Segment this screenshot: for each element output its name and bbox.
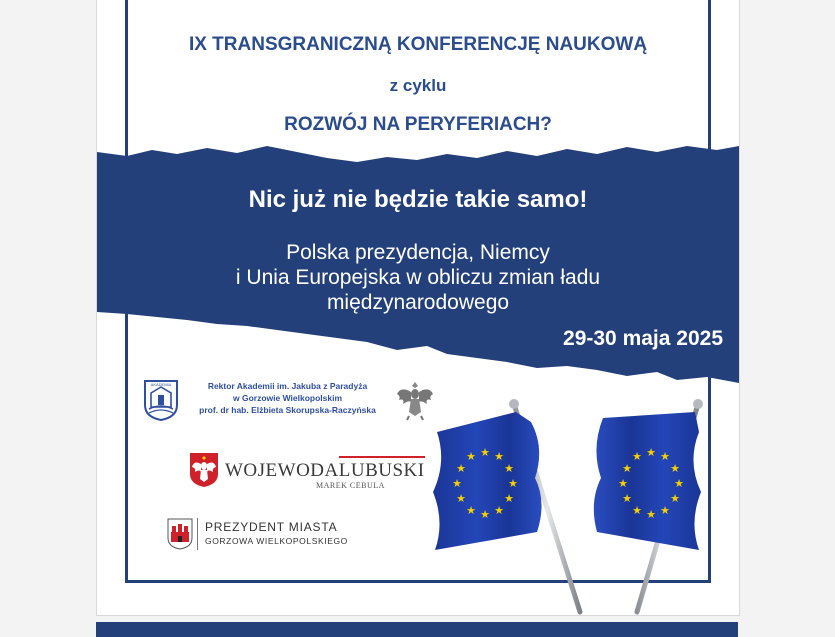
mayor-title: PREZYDENT MIASTA [205,520,338,534]
main-slogan: Nic już nie będzie takie samo! [248,186,588,213]
rector-line-1: Rektor Akademii im. Jakuba z Paradyża [207,381,368,391]
svg-text:★: ★ [618,477,628,490]
svg-text:★: ★ [674,477,684,490]
svg-text:★: ★ [670,492,680,505]
svg-text:★: ★ [504,492,514,505]
svg-text:★: ★ [452,477,462,490]
svg-text:★: ★ [670,462,680,475]
conference-date: 29-30 maja 2025 [563,327,723,350]
university-logo-icon [143,379,179,421]
university-logo-text: AKADEMIA [150,382,172,387]
svg-text:★: ★ [660,450,670,463]
conference-title: IX TRANSGRANICZNĄ KONFERENCJĘ NAUKOWĄ [188,34,648,55]
university-rector-text [185,380,390,416]
subtitle-line-3: międzynarodowego [326,291,510,314]
svg-text:★: ★ [494,504,504,517]
voivode-title [225,460,425,482]
voivode-emblem-icon [189,452,219,488]
svg-text:★: ★ [456,492,466,505]
mayor-city: GORZOWA WIELKOPOLSKIEGO [205,536,348,546]
svg-text:★: ★ [632,450,642,463]
conference-subtitle [97,240,739,315]
svg-text:★: ★ [466,504,476,517]
svg-text:★: ★ [622,492,632,505]
svg-text:★: ★ [504,462,514,475]
svg-text:★: ★ [466,450,476,463]
voivode-accent-line [339,456,425,458]
svg-text:★: ★ [494,450,504,463]
subtitle-line-1: Polska prezydencja, Niemcy [286,241,550,264]
svg-text:★: ★ [660,504,670,517]
svg-text:★: ★ [646,446,656,459]
cycle-name: ROZWÓJ NA PERYFERIACH? [284,114,552,135]
svg-text:★: ★ [632,504,642,517]
svg-text:★: ★ [480,508,490,521]
voivode-name: MAREK CEBULA [316,481,385,490]
svg-text:★: ★ [480,446,490,459]
eu-flags-illustration [417,392,739,615]
rector-line-2: w Gorzowie Wielkopolskim [232,393,343,403]
rector-line-3: prof. dr hab. Elżbieta Skorupska-Raczyńska [199,405,376,415]
conference-poster [96,0,740,616]
svg-text:★: ★ [508,477,518,490]
next-section-bar [96,622,738,637]
svg-text:★: ★ [456,462,466,475]
subtitle-line-2: i Unia Europejska w obliczu zmian ładu [235,266,601,289]
city-coat-of-arms-icon [167,518,193,550]
voivode-title-part2: LUBUSKI [339,460,425,482]
cycle-label: z cyklu [389,76,447,95]
mayor-divider [197,518,198,550]
svg-text:★: ★ [622,462,632,475]
svg-text:★: ★ [646,508,656,521]
voivode-title-part1: WOJEWODA [225,460,339,481]
